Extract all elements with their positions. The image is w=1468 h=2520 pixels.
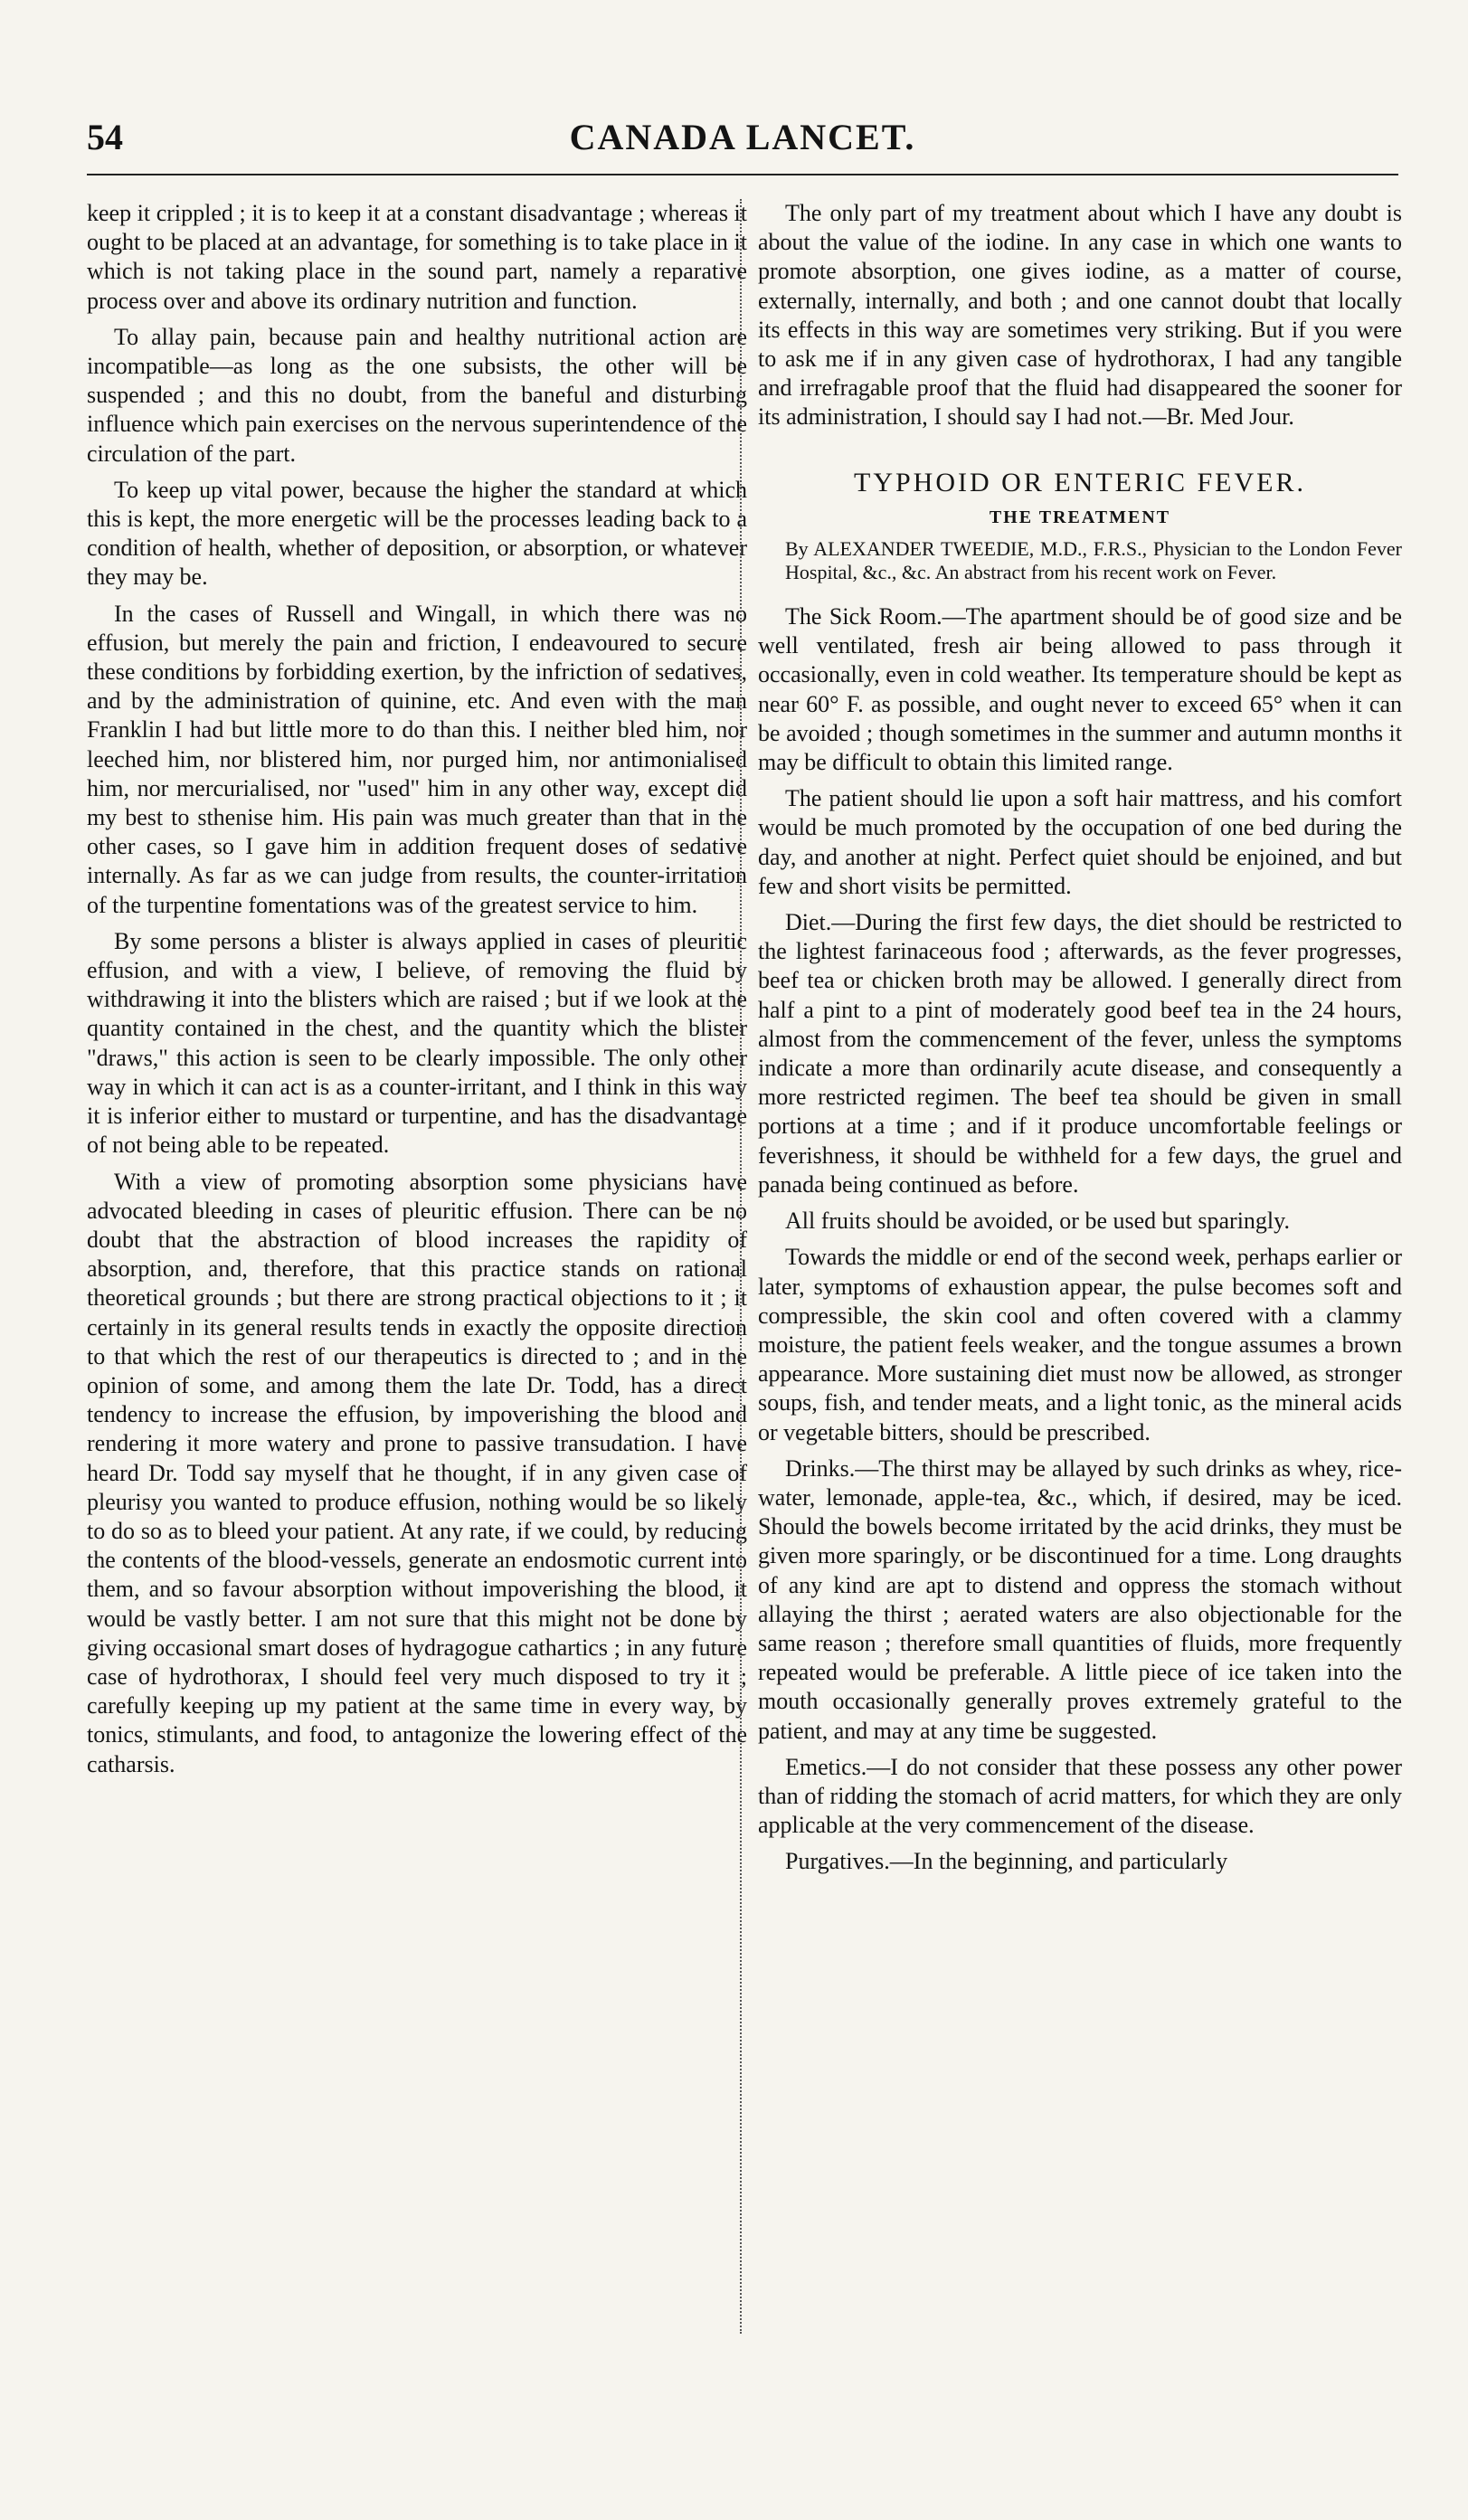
paragraph: The Sick Room.—The apartment should be of good size and be well ventilated, fresh air being allowed to pass through it occasionally, even in cold weather. Its temperature should be kept as near 60° F. as possible, and ought never to exceed 65° when it can be avoided ; though sometimes in the summer and autumn months it may be difficult to obtain this limited range. (758, 603, 1402, 776)
column-divider (740, 199, 742, 2334)
left-column (87, 199, 747, 1786)
paragraph: To allay pain, because pain and healthy nutritional action are incompatible—as long as the one subsists, the other will be suspended ; and this no doubt, from the baneful and disturbing influence which pain exercises on the nervous superintendence of the circulation of the part. (87, 323, 747, 467)
page-number: 54 (87, 117, 123, 157)
header-rule (87, 174, 1398, 175)
paragraph: All fruits should be avoided, or be used but sparingly. (785, 1208, 1290, 1235)
paragraph: With a view of promoting absorption some physicians have advocated bleeding in cases of pleuritic effusion. There can be no doubt that the abstraction of blood increases the rapidity of absorption, and, therefore, that this practice stands on rational theoretical grounds ; but there are strong practical objections to it ; it certainly in its general results tends in exactly the opposite direction to that which the rest of our therapeutics is directed to ; and in the opinion of some, and among them the late Dr. Todd, has a direct tendency to increase the effusion, by impoverishing the blood and rendering it more watery and prone to passive transudation. I have heard Dr. Todd say myself that he thought, if in any given case of pleurisy you wanted to produce effusion, nothing would be so likely to do so as to bleed your patient. At any rate, if we could, by reducing the contents of the blood-vessels, generate an endosmotic current into them, and so favour absorption without impoverishing the blood, it would be vastly better. I am not sure that this might not be done by giving occasional smart doses of hydragogue cathartics ; in any future case of hydrothorax, I should feel very much disposed to try it ; carefully keeping up my patient at the same time in every way, by tonics, stimulants, and food, to antagonize the lowering effect of the catharsis. (87, 1168, 747, 1777)
paragraph: The patient should lie upon a soft hair mattress, and his comfort would be much promoted by the occupation of one bed during the day, and another at night. Perfect quiet should be enjoined, and but few and short visits be permitted. (758, 785, 1402, 899)
paragraph: To keep up vital power, because the higher the standard at which this is kept, the more energetic will be the processes leading back to a condition of health, whether of deposition, or absorption, or whatever they may be. (87, 476, 747, 591)
paragraph: Diet.—During the first few days, the diet should be restricted to the lightest farinaceous food ; afterwards, as the fever progresses, beef tea or chicken broth may be allowed. I generally direct from half a pint to a pint of moderately good beef tea in the 24 hours, almost from the commencement of the fever, unless the symptoms indicate a more than ordinarily acute disease, and consequently a more restricted regimen. The beef tea should be given in small portions at a time ; and if it produce uncomfortable feelings or feverishness, it should be withheld for a few days, the gruel and panada being continued as before. (758, 909, 1402, 1198)
paragraph: Emetics.—I do not consider that these possess any other power than of ridding the stomach of acrid matters, for which they are only applicable at the very commencement of the disease. (758, 1753, 1402, 1839)
paragraph: Towards the middle or end of the second week, perhaps earlier or later, symptoms of exhaustion appear, the pulse becomes soft and compressible, the skin cool and often covered with a clammy moisture, the patient feels weaker, and the tongue assumes a brown appearance. More sustaining diet must now be allowed, as stronger soups, fish, and tender meats, and a light tonic, as the mineral acids or vegetable bitters, should be prescribed. (758, 1244, 1402, 1445)
paragraph: In the cases of Russell and Wingall, in which there was no effusion, but merely the pain and friction, I endeavoured to secure these conditions by forbidding exertion, by the infriction of sedatives, and by the administration of quinine, etc. And even with the man Franklin I had but little more to do than this. I neither bled him, nor leeched him, nor blistered him, nor purged him, nor antimonialised him, nor mercurialised, nor "used" him in any other way, except did my best to sthenise him. His pain was much greater than that in the other cases, so I gave him in addition frequent doses of sedative internally. As far as we can judge from results, the counter-irritation of the turpentine fomentations was of the greatest service to him. (87, 600, 747, 918)
page-header (87, 116, 1398, 179)
article-byline: By ALEXANDER TWEEDIE, M.D., F.R.S., Physician to the London Fever Hospital, &c., &c. An abstract from his recent work on Fever. (785, 537, 1402, 584)
article-title: TYPHOID OR ENTERIC FEVER. (854, 467, 1306, 497)
running-title: CANADA LANCET. (569, 117, 916, 157)
paragraph: keep it crippled ; it is to keep it at a constant disadvantage ; whereas it ought to be placed at an advantage, for something is to take place in it which is not taking place in the sound part, namely a reparative process over and above its ordinary nutrition and function. (87, 200, 747, 314)
paragraph: Drinks.—The thirst may be allayed by such drinks as whey, rice-water, lemonade, apple-tea, &c., which, if desired, may be iced. Should the bowels become irritated by the acid drinks, they must be given more sparingly, or be discontinued for a time. Long draughts of any kind are apt to distend and oppress the stomach without allaying the thirst ; aerated waters are also objectionable for the same reason ; therefore small quantities of fluids, more frequently repeated would be preferable. A little piece of ice taken into the mouth occasionally generally proves extremely grateful to the patient, and may at any time be suggested. (758, 1454, 1402, 1744)
article-subtitle: THE TREATMENT (989, 507, 1171, 527)
right-column (758, 199, 1402, 1884)
paragraph: The only part of my treatment about which I have any doubt is about the value of the iodine. In any case in which one wants to promote absorption, one gives iodine, as a matter of course, externally, internally, and both ; and one cannot doubt that locally its effects in this way are sometimes very striking. But if you were to ask me if in any given case of hydrothorax, I had any tangible and irrefragable proof that the fluid had disappeared the sooner for its administration, I should say I had not.—Br. Med Jour. (758, 200, 1402, 431)
paragraph: By some persons a blister is always applied in cases of pleuritic effusion, and with a view, I believe, of removing the fluid by withdrawing it into the blisters which are raised ; but if we look at the quantity contained in the chest, and the quantity which the blister "draws," this action is seen to be clearly impossible. The only other way in which it can act is as a counter-irritant, and I think in this way it is inferior either to mustard or turpentine, and has the disadvantage of not being able to be repeated. (87, 927, 747, 1159)
paragraph: Purgatives.—In the beginning, and particularly (785, 1848, 1228, 1875)
